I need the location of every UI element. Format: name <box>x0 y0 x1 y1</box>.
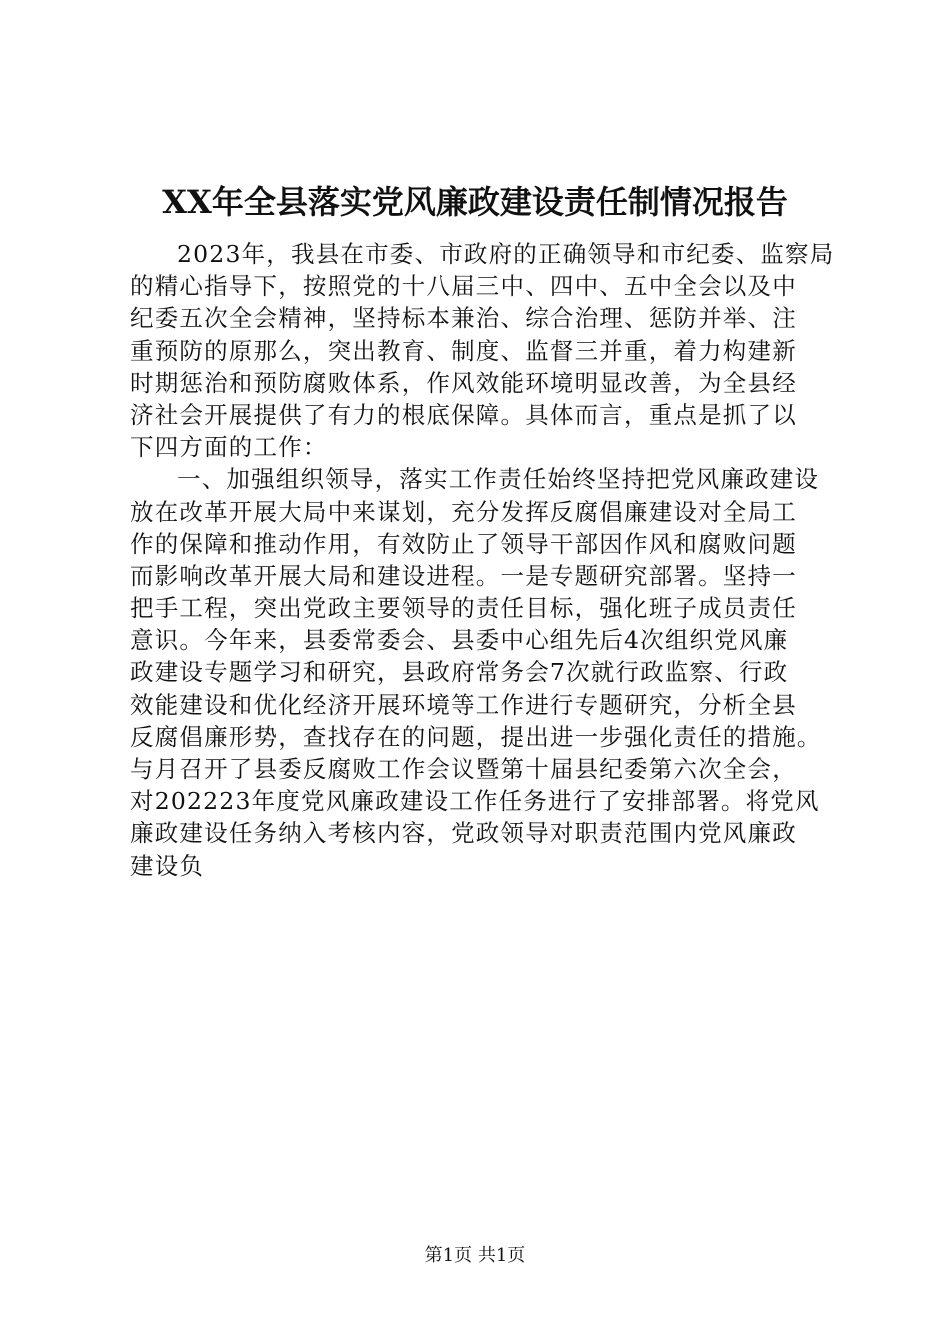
paragraph-1-line-4: 重预防的原那么，突出教育、制度、监督三并重，着力构建新 <box>130 336 797 365</box>
paragraph-1-line-5: 时期惩治和预防腐败体系，作风效能环境明显改善，为全县经 <box>130 368 797 397</box>
paragraph-2-line-7: 政建设专题学习和研究，县政府常务会7次就行政监察、行政 <box>130 658 789 687</box>
paragraph-1-line-3: 纪委五次全会精神，坚持标本兼治、综合治理、惩防并举、注 <box>130 304 797 333</box>
paragraph-1-line-6: 济社会开展提供了有力的根底保障。具体而言，重点是抓了以 <box>130 400 797 429</box>
paragraph-2-line-2: 放在改革开展大局中来谋划，充分发挥反腐倡廉建设对全局工 <box>130 497 797 526</box>
paragraph-1-line-7: 下四方面的工作： <box>130 433 328 462</box>
paragraph-2-line-1: 一、加强组织领导，落实工作责任始终坚持把党风廉政建设 <box>177 465 820 494</box>
paragraph-2-line-4: 而影响改革开展大局和建设进程。一是专题研究部署。坚持一 <box>130 561 797 590</box>
paragraph-1-line-1: 2023年，我县在市委、市政府的正确领导和市纪委、监察局 <box>177 240 835 268</box>
paragraph-2-line-13: 建设负 <box>130 851 205 880</box>
paragraph-2-line-8: 效能建设和优化经济开展环境等工作进行专题研究，分析全县 <box>130 690 797 719</box>
page-footer: 第1页 共1页 <box>424 1245 526 1266</box>
document-body <box>130 238 835 882</box>
paragraph-2-line-11: 对202223年度党风廉政建设工作任务进行了安排部署。将党风 <box>130 787 820 816</box>
paragraph-2-line-6: 意识。今年来，县委常委会、县委中心组先后4次组织党风廉 <box>130 626 789 655</box>
document-title: XX年全县落实党风廉政建设责任制情况报告 <box>162 183 788 221</box>
paragraph-1-line-2: 的精心指导下，按照党的十八届三中、四中、五中全会以及中 <box>130 272 797 301</box>
paragraph-2-line-12: 廉政建设任务纳入考核内容，党政领导对职责范围内党风廉政 <box>130 819 797 848</box>
paragraph-2-line-5: 把手工程，突出党政主要领导的责任目标，强化班子成员责任 <box>130 594 797 623</box>
paragraph-2-line-10: 与月召开了县委反腐败工作会议暨第十届县纪委第六次全会， <box>130 755 797 783</box>
paragraph-2-line-3: 作的保障和推动作用，有效防止了领导干部因作风和腐败问题 <box>130 529 797 558</box>
paragraph-2-line-9: 反腐倡廉形势，查找存在的问题，提出进一步强化责任的措施。 <box>130 722 822 751</box>
